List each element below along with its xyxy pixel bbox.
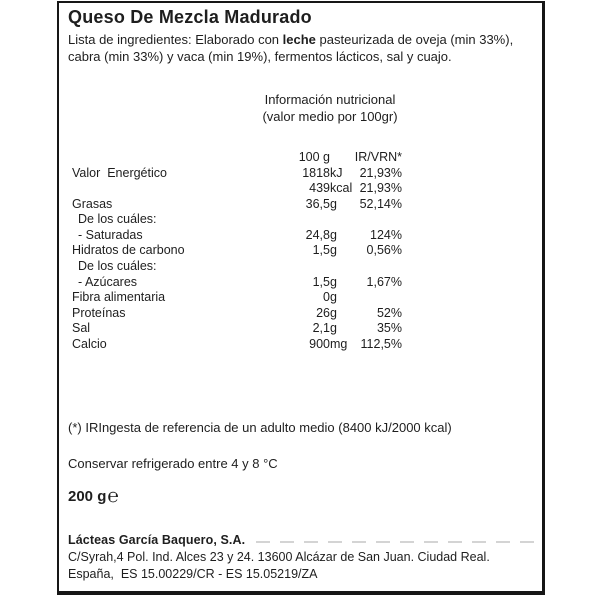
nutrition-label [57,1,545,595]
nutrient-amount: 1,5 [312,274,330,289]
ingredients-suffix: pasteurizada de oveja (min 33%), [315,32,514,47]
column-header-reference-intake: IR/VRN* [354,150,402,164]
nutrient-reference-percentage: 0,56% [366,243,402,258]
nutrient-label: Fibra alimentaria [72,290,166,305]
nutrient-label: Sal [72,321,91,336]
manufacturer-block [68,532,490,584]
nutrition-table-header [59,150,542,166]
nutrition-row [59,228,542,244]
nutrient-unit: g [330,290,337,305]
ingredients-line2: cabra (min 33%) y vaca (min 19%), fermentos lácticos, sal y cuajo. [68,49,452,64]
nutrient-label: Grasas [72,196,113,211]
nutrient-amount: 1818 [302,165,330,180]
net-weight [68,485,119,507]
nutrient-label: De los cuáles: [78,212,157,227]
ingredients-bold-word: leche [282,32,316,47]
product-title: Queso De Mezcla Madurado [68,7,312,27]
nutrient-reference-percentage: 52,14% [359,196,402,211]
nutrient-unit: g [330,305,337,320]
nutrient-unit: g [330,196,337,211]
nutrition-row [59,212,542,228]
nutrient-label: Proteínas [72,305,126,320]
storage-instructions: Conservar refrigerado entre 4 y 8 °C [68,456,278,471]
nutrient-unit: kcal [330,181,353,196]
nutrient-reference-percentage: 112,5% [360,337,402,352]
nutrient-amount: 24,8 [305,227,330,242]
nutrition-row [59,243,542,259]
nutrition-table [59,150,542,353]
nutrient-unit: kJ [330,165,343,180]
nutrient-amount: 36,5 [305,196,330,211]
nutrient-amount: 439 [309,181,330,196]
nutrition-heading [189,92,471,125]
ingredients-prefix: Lista de ingredientes: Elaborado con [68,32,283,47]
nutrient-amount: 900 [309,337,330,352]
nutrient-label: De los cuáles: [78,259,157,274]
nutrient-label: Hidratos de carbono [72,243,185,258]
nutrient-label: - Azúcares [78,274,138,289]
nutrient-unit: mg [330,337,348,352]
nutrient-amount: 2,1 [312,321,330,336]
manufacturer-registration: España, ES 15.00229/CR - ES 15.05219/ZA [68,567,318,582]
net-weight-value: 200 g [68,488,107,505]
nutrient-label: Valor Energético [72,165,167,180]
nutrient-unit: g [330,321,337,336]
nutrition-heading-line2: (valor medio por 100gr) [262,108,398,124]
nutrition-row [59,306,542,322]
estimated-sign: ℮ [107,486,119,507]
ingredients-text [68,31,528,65]
nutrient-unit: g [330,243,337,258]
nutrient-amount: 0 [323,290,330,305]
reference-intake-footnote: (*) IRIngesta de referencia de un adulto medio (8400 kJ/2000 kcal) [68,420,452,435]
nutrient-reference-percentage: 21,93% [359,165,402,180]
nutrient-unit: g [330,227,337,242]
nutrition-row [59,166,542,182]
manufacturer-address: C/Syrah,4 Pol. Ind. Alces 23 y 24. 13600 Alcázar de San Juan. Ciudad Real. [68,550,490,565]
nutrition-row [59,197,542,213]
nutrient-label: - Saturadas [78,227,143,242]
nutrient-label: Calcio [72,337,107,352]
nutrient-unit: g [330,274,337,289]
nutrient-reference-percentage: 21,93% [359,181,402,196]
nutrition-heading-line1: Información nutricional [264,92,396,107]
nutrient-amount: 26 [316,305,330,320]
nutrient-reference-percentage: 124% [370,227,402,242]
nutrition-row [59,337,542,353]
column-header-amount: 100 g [298,150,330,164]
nutrition-row [59,321,542,337]
manufacturer-name: Lácteas García Baquero, S.A. [68,533,246,547]
nutrition-rows [59,166,542,353]
nutrient-reference-percentage: 52% [376,305,402,320]
nutrient-amount: 1,5 [312,243,330,258]
nutrition-row [59,275,542,291]
nutrition-row [59,290,542,306]
nutrient-reference-percentage: 35% [376,321,402,336]
nutrition-row [59,259,542,275]
nutrient-reference-percentage: 1,67% [366,274,402,289]
nutrition-row [59,181,542,197]
